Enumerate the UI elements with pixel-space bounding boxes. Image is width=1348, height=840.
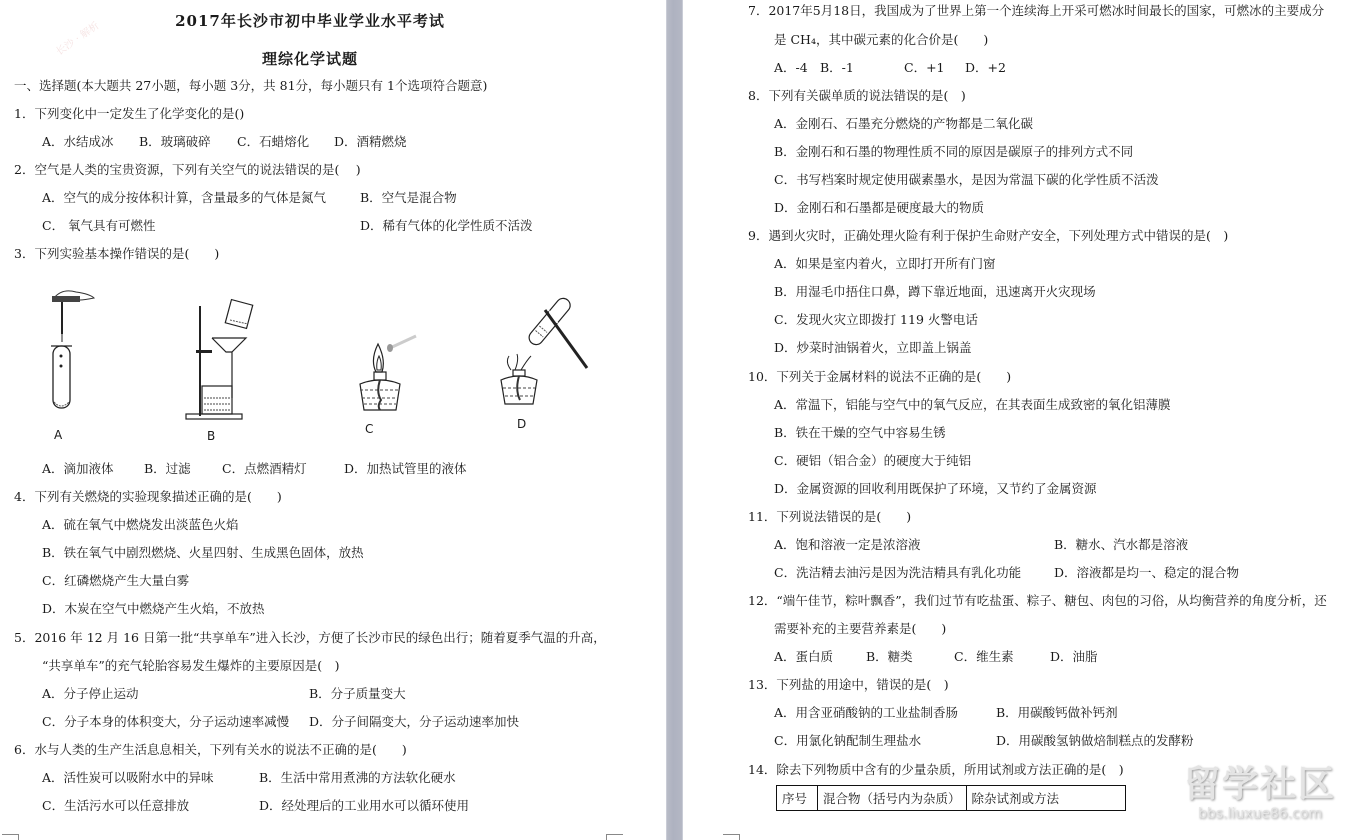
q8-option-a: A．金刚石、石墨充分燃烧的产物都是二氧化碳 xyxy=(774,116,1034,131)
question-number: 8． xyxy=(748,88,769,103)
q13-option-a: A．用含亚硝酸钠的工业盐制香肠 xyxy=(774,705,959,720)
column-header-number: 序号 xyxy=(777,786,818,811)
q13-option-b: B．用碳酸钙做补钙剂 xyxy=(996,705,1118,720)
q1-option-c: C．石蜡熔化 xyxy=(237,134,310,149)
section-heading: 一、选择题(本大题共 27小题，每小题 3分，共 81分，每小题只有 1个选项符合题意) xyxy=(14,78,488,93)
column-header-method: 除杂试剂或方法 xyxy=(966,786,1125,811)
question-number: 4． xyxy=(14,489,35,504)
page-corner-mark xyxy=(723,834,740,840)
question-11 xyxy=(748,509,911,525)
q11-option-b: B．糖水、汽水都是溶液 xyxy=(1054,537,1189,552)
alcohol-lamp-lighting-illustration xyxy=(346,330,426,420)
page-divider xyxy=(666,0,683,840)
question-number: 5． xyxy=(14,630,35,645)
q3-option-d: D．加热试管里的液体 xyxy=(344,461,467,476)
q10-option-c: C．硬铝（铝合金）的硬度大于纯铝 xyxy=(774,453,972,468)
q8-option-c: C．书写档案时规定使用碳素墨水，是因为常温下碳的化学性质不活泼 xyxy=(774,172,1159,187)
q4-option-a: A．硫在氧气中燃烧发出淡蓝色火焰 xyxy=(42,517,239,532)
question-6 xyxy=(14,742,407,758)
question-text: 除去下列物质中含有的少量杂质，所用试剂或方法正确的是( ) xyxy=(776,762,1124,777)
question-number: 11． xyxy=(748,509,777,524)
question-text: 下列变化中一定发生了化学变化的是() xyxy=(34,106,245,121)
question-number: 14． xyxy=(748,762,777,777)
exam-title: 2017年长沙市初中毕业学业水平考试 xyxy=(175,12,445,30)
filtration-illustration xyxy=(180,298,260,423)
q6-option-a: A．活性炭可以吸附水中的异味 xyxy=(42,770,214,785)
q7-option-d: D．+2 xyxy=(965,60,1006,75)
question-8 xyxy=(748,88,966,104)
q13-option-d: D．用碳酸氢钠做焙制糕点的发酵粉 xyxy=(996,733,1194,748)
figure-label-a: A xyxy=(54,428,63,442)
question-text: 下列有关燃烧的实验现象描述正确的是( ) xyxy=(34,489,282,504)
site-watermark-logo xyxy=(1180,765,1340,835)
faint-watermark-stamp: 长沙 · 解析 xyxy=(54,20,102,58)
q9-option-d: D．炒菜时油锅着火，立即盖上锅盖 xyxy=(774,340,972,355)
column-header-mixture: 混合物（括号内为杂质） xyxy=(818,786,967,811)
question-text: 下列说法错误的是( ) xyxy=(776,509,912,524)
question-4 xyxy=(14,489,282,505)
q7-option-c: C．+1 xyxy=(904,60,945,75)
page-corner-mark xyxy=(2,834,19,840)
q8-option-b: B．金刚石和石墨的物理性质不同的原因是碳原子的排列方式不同 xyxy=(774,144,1134,159)
question-1 xyxy=(14,106,244,122)
question-text: 下列有关碳单质的说法错误的是( ) xyxy=(768,88,966,103)
question-7 xyxy=(748,3,1324,19)
question-number: 9． xyxy=(748,228,769,243)
question-number: 13． xyxy=(748,677,777,692)
q2-option-d: D．稀有气体的化学性质不活泼 xyxy=(360,218,533,233)
q3-option-a: A．滴加液体 xyxy=(42,461,114,476)
question-text: “端午佳节，粽叶飘香”，我们过节有吃盐蛋、粽子、糖包、肉包的习俗，从均衡营养的角度分析，还 xyxy=(776,593,1327,608)
question-13 xyxy=(748,677,949,693)
question-12-continued: 需要补充的主要营养素是( ) xyxy=(774,621,947,636)
q11-option-d: D．溶液都是均一、稳定的混合物 xyxy=(1054,565,1240,580)
q9-option-a: A．如果是室内着火，立即打开所有门窗 xyxy=(774,256,996,271)
question-12 xyxy=(748,593,1327,609)
question-text: 下列实验基本操作错误的是( ) xyxy=(34,246,220,261)
page-corner-mark xyxy=(606,834,623,840)
q5-option-b: B．分子质量变大 xyxy=(309,686,406,701)
q12-option-b: B．糖类 xyxy=(866,649,913,664)
question-text: 空气是人类的宝贵资源，下列有关空气的说法错误的是( ) xyxy=(34,162,361,177)
document-page-right xyxy=(683,0,1348,840)
question-5-continued: “共享单车”的充气轮胎容易发生爆炸的主要原因是( ) xyxy=(42,658,340,673)
watermark-title: 留学社区 xyxy=(1183,764,1336,805)
q1-option-b: B．玻璃破碎 xyxy=(139,134,211,149)
q10-option-d: D．金属资源的回收利用既保护了环境，又节约了金属资源 xyxy=(774,481,1097,496)
watermark-url: bbs.liuxue86.com xyxy=(1197,806,1323,822)
q10-option-b: B．铁在干燥的空气中容易生锈 xyxy=(774,425,946,440)
q4-option-c: C．红磷燃烧产生大量白雾 xyxy=(42,573,190,588)
q2-option-c: C． 氧气具有可燃性 xyxy=(42,218,156,233)
question-number: 2． xyxy=(14,162,35,177)
question-number: 1． xyxy=(14,106,35,121)
question-text: 水与人类的生产生活息息相关，下列有关水的说法不正确的是( ) xyxy=(34,742,407,757)
q8-option-d: D．金刚石和石墨都是硬度最大的物质 xyxy=(774,200,985,215)
question-5 xyxy=(14,630,606,646)
question-text: 下列盐的用途中，错误的是( ) xyxy=(776,677,949,692)
q12-option-c: C．维生素 xyxy=(954,649,1014,664)
table-header-row xyxy=(777,786,1126,811)
q1-option-d: D．酒精燃烧 xyxy=(334,134,407,149)
question-number: 10． xyxy=(748,369,777,384)
q4-option-d: D．木炭在空气中燃烧产生火焰，不放热 xyxy=(42,601,265,616)
q5-option-c: C．分子本身的体积变大，分子运动速率减慢 xyxy=(42,714,290,729)
q10-option-a: A．常温下，铝能与空气中的氧气反应，在其表面生成致密的氧化铝薄膜 xyxy=(774,397,1171,412)
q12-option-a: A．蛋白质 xyxy=(774,649,834,664)
q7-option-b: B．-1 xyxy=(820,60,854,75)
question-14 xyxy=(748,762,1124,778)
q6-option-c: C．生活污水可以任意排放 xyxy=(42,798,190,813)
heating-test-tube-illustration xyxy=(495,296,595,416)
q4-option-b: B．铁在氧气中剧烈燃烧、火星四射、生成黑色固体，放热 xyxy=(42,545,364,560)
figure-label-c: C xyxy=(365,422,374,436)
q3-option-c: C．点燃酒精灯 xyxy=(222,461,307,476)
q12-option-d: D．油脂 xyxy=(1050,649,1098,664)
question-9 xyxy=(748,228,1228,244)
q3-option-b: B．过滤 xyxy=(144,461,191,476)
q5-option-a: A．分子停止运动 xyxy=(42,686,139,701)
question-number: 7． xyxy=(748,3,769,18)
q1-option-a: A．水结成冰 xyxy=(42,134,114,149)
q11-option-a: A．饱和溶液一定是浓溶液 xyxy=(774,537,921,552)
question-3 xyxy=(14,246,219,262)
question-text: 2016 年 12 月 16 日第一批“共享单车”进入长沙，方便了长沙市民的绿色出行；随着夏季气温的升高， xyxy=(34,630,606,645)
figure-label-b: B xyxy=(207,429,216,443)
q2-option-a: A．空气的成分按体积计算，含量最多的气体是氮气 xyxy=(42,190,327,205)
question-number: 3． xyxy=(14,246,35,261)
q13-option-c: C．用氯化钠配制生理盐水 xyxy=(774,733,922,748)
q11-option-c: C．洗洁精去油污是因为洗洁精具有乳化功能 xyxy=(774,565,1022,580)
q6-option-b: B．生活中常用煮沸的方法软化硬水 xyxy=(259,770,456,785)
question-text: 下列关于金属材料的说法不正确的是( ) xyxy=(776,369,1012,384)
question-7-continued: 是 CH₄，其中碳元素的化合价是( ) xyxy=(774,32,989,47)
q7-option-a: A．-4 xyxy=(774,60,808,75)
exam-subtitle: 理综化学试题 xyxy=(261,50,358,68)
document-page-left xyxy=(0,0,666,840)
question-text: 遇到火灾时，正确处理火险有利于保护生命财产安全，下列处理方式中错误的是( ) xyxy=(768,228,1229,243)
question-2 xyxy=(14,162,361,178)
question-number: 12． xyxy=(748,593,777,608)
q9-option-b: B．用湿毛巾捂住口鼻，蹲下靠近地面，迅速离开火灾现场 xyxy=(774,284,1096,299)
question-number: 6． xyxy=(14,742,35,757)
q9-option-c: C．发现火灾立即拨打 119 火警电话 xyxy=(774,312,978,327)
question-text: 2017年5月18日，我国成为了世界上第一个连续海上开采可燃冰时间最长的国家，可燃冰的主要成分 xyxy=(768,3,1325,18)
q5-option-d: D．分子间隔变大，分子运动速率加快 xyxy=(309,714,520,729)
figure-label-d: D xyxy=(517,417,527,431)
q6-option-d: D．经处理后的工业用水可以循环使用 xyxy=(259,798,470,813)
impurity-removal-table xyxy=(776,785,1126,811)
dropper-test-tube-illustration xyxy=(40,286,110,416)
q2-option-b: B．空气是混合物 xyxy=(360,190,457,205)
question-10 xyxy=(748,369,1011,385)
